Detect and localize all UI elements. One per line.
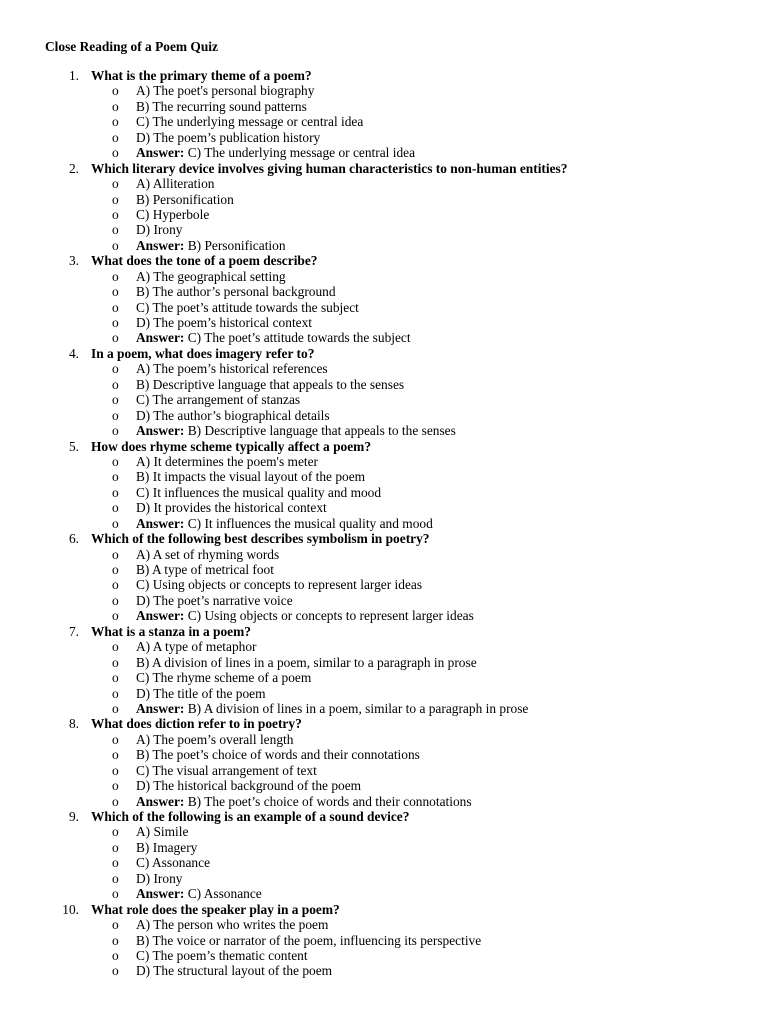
bullet-icon: o bbox=[112, 515, 119, 531]
page-title: Close Reading of a Poem Quiz bbox=[45, 39, 218, 54]
option-item bbox=[0, 392, 768, 407]
option-text: D) The historical background of the poem bbox=[136, 778, 362, 794]
option-item bbox=[0, 593, 768, 608]
bullet-icon: o bbox=[112, 145, 119, 161]
option-item bbox=[0, 315, 768, 330]
answer-value: C) The poet’s attitude towards the subject bbox=[187, 330, 411, 346]
option-item bbox=[0, 917, 768, 932]
option-item bbox=[0, 948, 768, 963]
option-item bbox=[0, 778, 768, 793]
bullet-icon: o bbox=[112, 608, 119, 624]
answer-text bbox=[136, 330, 411, 345]
bullet-icon: o bbox=[112, 654, 119, 670]
option-text: A) Alliteration bbox=[136, 176, 215, 192]
answer-label: Answer: bbox=[136, 423, 185, 439]
question-number: 7. bbox=[68, 623, 79, 639]
bullet-icon: o bbox=[112, 947, 119, 963]
option-item bbox=[0, 577, 768, 592]
question-item bbox=[0, 809, 768, 824]
option-item bbox=[0, 670, 768, 685]
answer-text bbox=[136, 886, 262, 901]
option-text: A) The poet's personal biography bbox=[136, 83, 315, 99]
option-text: D) It provides the historical context bbox=[136, 500, 327, 516]
question-item bbox=[0, 68, 768, 83]
option-item bbox=[0, 871, 768, 886]
bullet-icon: o bbox=[112, 685, 119, 701]
bullet-icon: o bbox=[112, 963, 119, 979]
answer-value: B) A division of lines in a poem, similar to a paragraph in prose bbox=[187, 700, 529, 716]
answer-item bbox=[0, 608, 768, 623]
option-text: A) The geographical setting bbox=[136, 268, 286, 284]
answer-item bbox=[0, 794, 768, 809]
answer-label: Answer: bbox=[136, 793, 185, 809]
option-text: B) Descriptive language that appeals to the senses bbox=[136, 376, 405, 392]
option-item bbox=[0, 763, 768, 778]
question-item bbox=[0, 531, 768, 546]
bullet-icon: o bbox=[112, 206, 119, 222]
option-item bbox=[0, 408, 768, 423]
bullet-icon: o bbox=[112, 315, 119, 330]
quiz-list bbox=[0, 68, 768, 979]
option-item bbox=[0, 83, 768, 98]
option-text: B) The poet’s choice of words and their connotations bbox=[136, 747, 420, 763]
answer-text bbox=[136, 608, 474, 623]
answer-value: B) Personification bbox=[187, 237, 286, 253]
bullet-icon: o bbox=[112, 114, 119, 130]
bullet-icon: o bbox=[112, 731, 119, 747]
question-text: What does the tone of a poem describe? bbox=[91, 253, 318, 269]
option-text: A) The poem’s historical references bbox=[136, 361, 328, 377]
option-text: C) The underlying message or central idea bbox=[136, 114, 364, 130]
question-item bbox=[0, 253, 768, 268]
option-item bbox=[0, 176, 768, 191]
option-text: C) Using objects or concepts to represent larger ideas bbox=[136, 577, 423, 593]
question-number: 1. bbox=[68, 68, 79, 83]
option-text: C) The rhyme scheme of a poem bbox=[136, 670, 312, 686]
answer-label: Answer: bbox=[136, 886, 185, 902]
bullet-icon: o bbox=[112, 592, 119, 608]
option-item bbox=[0, 732, 768, 747]
question-number: 4. bbox=[68, 345, 79, 361]
option-item bbox=[0, 686, 768, 701]
option-item bbox=[0, 547, 768, 562]
bullet-icon: o bbox=[112, 917, 119, 933]
bullet-icon: o bbox=[112, 237, 119, 253]
question-number: 6. bbox=[68, 531, 79, 547]
bullet-icon: o bbox=[112, 191, 119, 207]
question-number: 2. bbox=[68, 160, 79, 176]
option-text: B) The recurring sound patterns bbox=[136, 98, 307, 114]
bullet-icon: o bbox=[112, 423, 119, 439]
bullet-icon: o bbox=[112, 222, 119, 238]
question-text: Which of the following is an example of a sound device? bbox=[91, 809, 410, 824]
answer-label: Answer: bbox=[136, 700, 185, 716]
option-text: B) The author’s personal background bbox=[136, 284, 336, 300]
question-text: How does rhyme scheme typically affect a poem? bbox=[91, 438, 372, 454]
answer-value: B) The poet’s choice of words and their connotations bbox=[187, 793, 472, 809]
option-item bbox=[0, 222, 768, 237]
answer-text bbox=[136, 794, 472, 809]
option-text: D) The structural layout of the poem bbox=[136, 963, 333, 979]
answer-item bbox=[0, 701, 768, 716]
option-text: B) A type of metrical foot bbox=[136, 562, 274, 577]
option-item bbox=[0, 855, 768, 870]
bullet-icon: o bbox=[112, 562, 119, 577]
option-text: A) It determines the poem's meter bbox=[136, 453, 319, 469]
bullet-icon: o bbox=[112, 932, 119, 948]
bullet-icon: o bbox=[112, 700, 119, 716]
question-number: 8. bbox=[68, 716, 79, 732]
option-item bbox=[0, 500, 768, 515]
question-item bbox=[0, 161, 768, 176]
option-text: B) The voice or narrator of the poem, influencing its perspective bbox=[136, 932, 482, 948]
question-text: Which literary device involves giving human characteristics to non-human entities? bbox=[91, 160, 568, 176]
answer-value: C) The underlying message or central idea bbox=[187, 145, 416, 161]
bullet-icon: o bbox=[112, 839, 119, 855]
question-item bbox=[0, 716, 768, 731]
question-text: In a poem, what does imagery refer to? bbox=[91, 345, 315, 361]
option-text: B) Imagery bbox=[136, 839, 198, 855]
option-item bbox=[0, 114, 768, 129]
option-item bbox=[0, 361, 768, 376]
bullet-icon: o bbox=[112, 469, 119, 485]
option-text: D) Irony bbox=[136, 870, 183, 886]
answer-text bbox=[136, 238, 286, 253]
option-text: C) The visual arrangement of text bbox=[136, 762, 317, 778]
option-item bbox=[0, 747, 768, 762]
option-text: A) The poem’s overall length bbox=[136, 731, 294, 747]
answer-label: Answer: bbox=[136, 330, 185, 346]
bullet-icon: o bbox=[112, 855, 119, 871]
answer-label: Answer: bbox=[136, 515, 185, 531]
answer-item bbox=[0, 423, 768, 438]
bullet-icon: o bbox=[112, 639, 119, 655]
option-item bbox=[0, 454, 768, 469]
answer-item bbox=[0, 145, 768, 160]
option-item bbox=[0, 469, 768, 484]
answer-value: C) It influences the musical quality and mood bbox=[187, 515, 433, 531]
answer-item bbox=[0, 516, 768, 531]
option-text: A) Simile bbox=[136, 824, 189, 840]
bullet-icon: o bbox=[112, 299, 119, 315]
bullet-icon: o bbox=[112, 392, 119, 408]
answer-value: B) Descriptive language that appeals to the senses bbox=[187, 423, 456, 439]
option-text: A) A type of metaphor bbox=[136, 639, 257, 655]
option-item bbox=[0, 192, 768, 207]
answer-item bbox=[0, 238, 768, 253]
option-text: D) The poet’s narrative voice bbox=[136, 592, 293, 608]
option-item bbox=[0, 824, 768, 839]
option-text: C) The arrangement of stanzas bbox=[136, 392, 301, 408]
bullet-icon: o bbox=[112, 886, 119, 902]
bullet-icon: o bbox=[112, 83, 119, 99]
bullet-icon: o bbox=[112, 546, 119, 562]
bullet-icon: o bbox=[112, 793, 119, 809]
option-item bbox=[0, 562, 768, 577]
option-item bbox=[0, 933, 768, 948]
question-item bbox=[0, 439, 768, 454]
option-text: D) The title of the poem bbox=[136, 685, 266, 701]
option-text: C) Hyperbole bbox=[136, 206, 210, 222]
question-number: 5. bbox=[68, 438, 79, 454]
answer-label: Answer: bbox=[136, 145, 185, 161]
bullet-icon: o bbox=[112, 176, 119, 192]
option-text: A) A set of rhyming words bbox=[136, 546, 280, 562]
question-item bbox=[0, 624, 768, 639]
bullet-icon: o bbox=[112, 778, 119, 794]
option-item bbox=[0, 269, 768, 284]
option-item bbox=[0, 284, 768, 299]
option-text: D) The author’s biographical details bbox=[136, 407, 330, 423]
bullet-icon: o bbox=[112, 453, 119, 469]
option-text: C) It influences the musical quality and mood bbox=[136, 484, 382, 500]
question-text: What does diction refer to in poetry? bbox=[91, 716, 302, 732]
bullet-icon: o bbox=[112, 98, 119, 114]
answer-text bbox=[136, 516, 433, 531]
bullet-icon: o bbox=[112, 577, 119, 593]
option-text: D) Irony bbox=[136, 222, 183, 238]
option-item bbox=[0, 639, 768, 654]
option-item bbox=[0, 99, 768, 114]
option-text: C) Assonance bbox=[136, 855, 211, 871]
option-item bbox=[0, 840, 768, 855]
question-item bbox=[0, 346, 768, 361]
option-item bbox=[0, 130, 768, 145]
answer-value: C) Using objects or concepts to represent larger ideas bbox=[187, 608, 474, 624]
option-item bbox=[0, 963, 768, 978]
answer-text bbox=[136, 423, 456, 438]
bullet-icon: o bbox=[112, 284, 119, 300]
answer-text bbox=[136, 145, 415, 160]
question-number: 9. bbox=[68, 809, 79, 824]
option-item bbox=[0, 485, 768, 500]
option-text: C) The poem’s thematic content bbox=[136, 947, 308, 963]
question-number: 10. bbox=[62, 901, 79, 917]
question-number: 3. bbox=[68, 253, 79, 269]
answer-item bbox=[0, 886, 768, 901]
bullet-icon: o bbox=[112, 670, 119, 686]
option-item bbox=[0, 207, 768, 222]
option-text: B) It impacts the visual layout of the poem bbox=[136, 469, 366, 485]
answer-text bbox=[136, 701, 528, 716]
question-text: What is a stanza in a poem? bbox=[91, 623, 251, 639]
question-item bbox=[0, 902, 768, 917]
option-text: B) Personification bbox=[136, 191, 234, 207]
option-text: D) The poem’s publication history bbox=[136, 129, 321, 145]
bullet-icon: o bbox=[112, 484, 119, 500]
bullet-icon: o bbox=[112, 762, 119, 778]
option-text: B) A division of lines in a poem, similar to a paragraph in prose bbox=[136, 654, 477, 670]
bullet-icon: o bbox=[112, 824, 119, 840]
bullet-icon: o bbox=[112, 870, 119, 886]
bullet-icon: o bbox=[112, 129, 119, 145]
answer-value: C) Assonance bbox=[187, 886, 262, 902]
answer-label: Answer: bbox=[136, 237, 185, 253]
question-text: What role does the speaker play in a poem? bbox=[91, 901, 340, 917]
answer-label: Answer: bbox=[136, 608, 185, 624]
question-text: What is the primary theme of a poem? bbox=[91, 68, 312, 83]
bullet-icon: o bbox=[112, 330, 119, 346]
bullet-icon: o bbox=[112, 407, 119, 423]
option-item bbox=[0, 300, 768, 315]
option-text: A) The person who writes the poem bbox=[136, 917, 329, 933]
option-item bbox=[0, 377, 768, 392]
bullet-icon: o bbox=[112, 747, 119, 763]
bullet-icon: o bbox=[112, 361, 119, 377]
bullet-icon: o bbox=[112, 268, 119, 284]
option-text: C) The poet’s attitude towards the subject bbox=[136, 299, 359, 315]
bullet-icon: o bbox=[112, 376, 119, 392]
option-text: D) The poem’s historical context bbox=[136, 315, 313, 330]
answer-item bbox=[0, 330, 768, 345]
option-item bbox=[0, 655, 768, 670]
question-text: Which of the following best describes symbolism in poetry? bbox=[91, 531, 430, 547]
bullet-icon: o bbox=[112, 500, 119, 516]
